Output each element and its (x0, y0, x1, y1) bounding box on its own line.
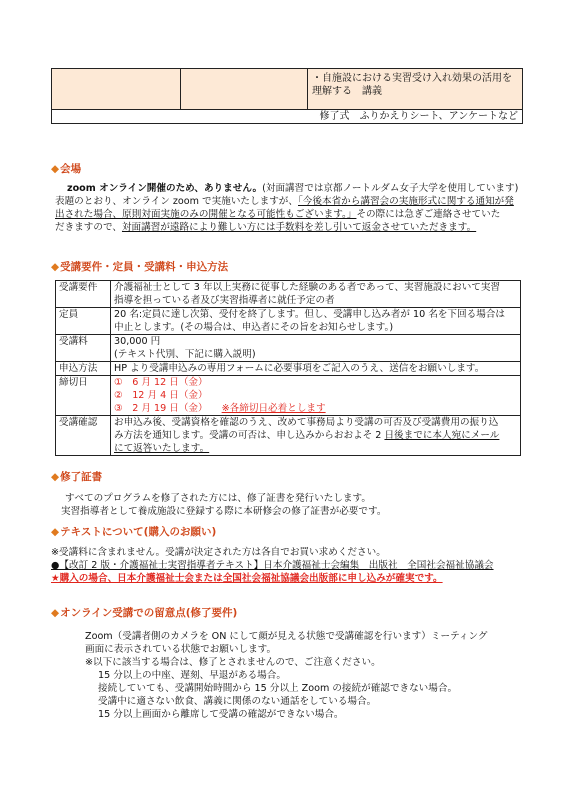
requirements-table (55, 280, 521, 456)
diamond-icon: ◆ (51, 471, 60, 483)
table-row (52, 110, 523, 124)
list-item: 15 分以上画面から離席して受講の確認ができない場合。 (98, 709, 344, 720)
textbook-text: ※受講料に含まれません。受講が決定された方は各自でお買い求めください。 ●【改訂 2 版・介護福祉士実習指導者テキスト】日本介護福祉士会編集 出版社 全国社会福祉協議会 ★購入の場合、日本介護福祉士会または全国社会福祉協議会出版部に申し込みが確実です。 (51, 547, 494, 584)
list-item: 受講中に適さない飲食、講義に関係のない通話をしている場合。 (98, 696, 377, 707)
table-row (52, 69, 523, 110)
section-heading-certificate: ◆修了証書 (51, 471, 103, 483)
venue-text: zoom オンライン開催のため、ありません。(対面講習では京都ノートルダム女子大学を使用しています) 表題のとおり、オンライン zoom で実施いたしますが、「今後本省から講習会の実施形式に関する通知が発 出された場合、原則対面実施のみの開催となる可能性もございます。」その際には急ぎご連絡させていた だきますので、対面講習が遠路により難しい方には手数料を差し引いて返金させていただきます。 (55, 183, 519, 233)
diamond-icon: ◆ (51, 261, 60, 273)
diamond-icon: ◆ (51, 163, 60, 175)
section-heading-textbook: ◆テキストについて(購入のお願い) (51, 526, 217, 538)
section-heading-requirements: ◆受講要件・定員・受講料・申込方法 (51, 261, 229, 273)
closing-ceremony-cell: 修了式 ふりかえりシート、アンケートなど (52, 110, 523, 124)
table-row: 受講要件 介護福祉士として 3 年以上実務に従事した経験のある者であって、実習施設において実習 指導を担っている者及び実習指導者に就任予定の者 (56, 281, 521, 308)
deadline-list: ① 6 月 12 日（金） ② 12 月 4 日（金） ③ 2 月 19 日（金） ※各締切日必着とします (111, 376, 521, 416)
table-row: 定員 20 名:定員に達し次第、受付を終了します。但し、受講申し込み者が 10 名を下回る場合は 中止とします。(その場合は、申込者にその旨をお知らせします。) (56, 308, 521, 335)
table-cell: ・自施設における実習受け入れ効果の活用を 理解する 講義 (308, 69, 523, 110)
certificate-text: すべてのプログラムを修了された方には、修了証書を発行いたします。 実習指導者として養成施設に登録する際に本研修会の修了証書が必要です。 (61, 493, 387, 517)
diamond-icon: ◆ (51, 607, 60, 619)
table-row: 受講確認 お申込み後、受講資格を確認のうえ、改めて事務局より受講の可否及び受講費用の振り込 み方法を通知します。受講の可否は、申し込みからおおよそ 2 日後までに本人宛にメール にて返答いたします。 (56, 416, 521, 456)
diamond-icon: ◆ (51, 526, 60, 538)
list-item: 接続していても、受講開始時間から 15 分以上 Zoom の接続が確認できない場合。 (98, 683, 458, 694)
table-row: 受講料 30,000 円 (テキスト代別、下記に購入説明) (56, 335, 521, 362)
list-item: 15 分以上の中座、遅刻、早退がある場合。 (98, 670, 286, 681)
section-heading-online: ◆オンライン受講での留意点(修了要件) (51, 607, 238, 619)
table-row: 申込方法 HP より受講申込みの専用フォームに必要事項をご記入のうえ、送信をお願いします。 (56, 362, 521, 376)
schedule-table-fragment (51, 68, 523, 124)
table-row: 締切日 ① 6 月 12 日（金） ② 12 月 4 日（金） ③ 2 月 19 日（金） ※各締切日必着とします (56, 376, 521, 416)
section-heading-venue: ◆会場 (51, 163, 82, 175)
online-text: Zoom（受講者側のカメラを ON にして顔が見える状態で受講確認を行います）ミーティング 画面に表示されている状態でお願いします。 ※以下に該当する場合は、修了とされませんので、ご注意ください。 15 分以上の中座、遅刻、早退がある場合。 接続していても、受講開始時間から 15 分以上 Zoom の接続が確認できない場合。 受講中に適さない飲食、講義に関係のない通話をしている場合。 15 分以上画面から離席して受講の確認ができない場合。 (51, 630, 523, 721)
